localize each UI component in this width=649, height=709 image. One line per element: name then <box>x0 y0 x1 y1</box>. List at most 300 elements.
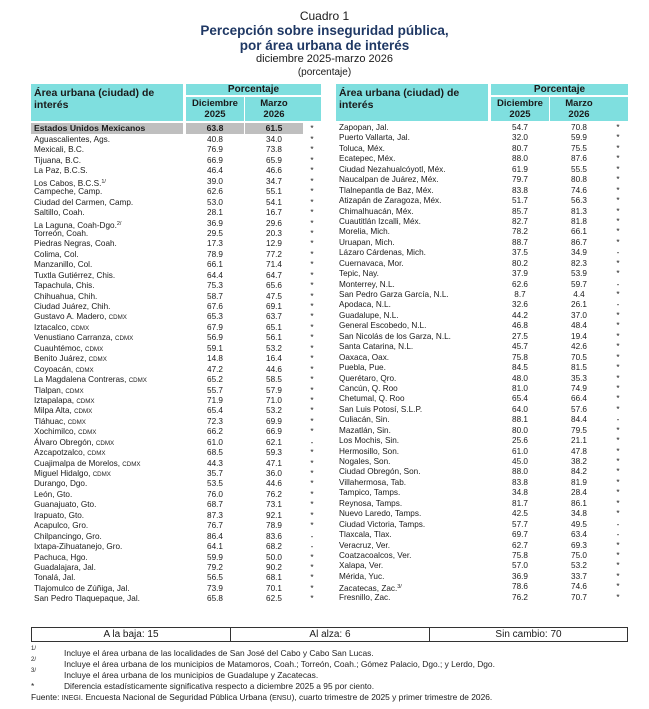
summary-up: Al alza: 6 <box>231 628 430 641</box>
march-value: 42.6 <box>571 342 587 352</box>
march-value: 74.6 <box>571 185 587 195</box>
area-name-text: Xalapa, Ver. <box>339 561 384 571</box>
area-name-text: Cuauhtémoc, <box>34 343 83 353</box>
march-value: 21.1 <box>571 436 587 446</box>
march-value: 4.4 <box>573 290 585 299</box>
area-name <box>339 154 395 164</box>
table-row <box>336 123 628 133</box>
december-value: 64.4 <box>207 270 223 280</box>
significance-mark: * <box>310 583 314 593</box>
area-name-text: Fresnillo, Zac. <box>339 592 391 602</box>
march-value: 69.1 <box>266 302 282 311</box>
table-row <box>336 415 628 425</box>
december-value: 88.0 <box>512 154 528 164</box>
area-name-text: Tampico, Tamps. <box>339 488 401 498</box>
december-value: 65.3 <box>207 312 223 322</box>
march-value: 44.6 <box>266 364 282 374</box>
table-row <box>336 520 628 530</box>
table-row <box>336 572 628 582</box>
table-row <box>31 166 321 176</box>
significance-mark: * <box>310 166 314 176</box>
table-row <box>31 406 321 416</box>
area-name <box>34 511 84 521</box>
march-value: 69.3 <box>571 540 587 550</box>
march-value: 65.1 <box>266 322 282 332</box>
december-value: 72.3 <box>207 416 223 426</box>
area-name <box>34 500 96 510</box>
table-row <box>31 145 321 155</box>
national-dec-value: 63.8 <box>186 123 244 134</box>
area-name <box>34 166 88 176</box>
area-name-text: Morelia, Mich. <box>339 227 390 237</box>
march-value: 55.5 <box>571 164 587 174</box>
significance-mark: * <box>616 164 620 174</box>
source-note: Fuente: INEGI. Encuesta Nacional de Seguridad Pública Urbana (ENSU), cuarto trimestre de 2025 y primer trimestre de 2026. <box>31 692 493 702</box>
area-name <box>339 207 414 217</box>
significance-mark: * <box>616 363 620 373</box>
march-value: 57.9 <box>266 385 282 395</box>
march-value: 28.4 <box>571 488 587 498</box>
table-row <box>336 196 628 206</box>
december-value: 51.7 <box>512 196 528 206</box>
area-name <box>34 584 130 594</box>
area-name-text: Uruapan, Mich. <box>339 237 395 247</box>
significance-mark: * <box>310 406 314 416</box>
table-row <box>31 323 321 333</box>
march-value: 81.5 <box>571 363 587 373</box>
area-name-text: Tijuana, B.C. <box>34 155 82 165</box>
march-value: 83.6 <box>266 531 282 541</box>
table-row <box>31 553 321 563</box>
march-value: 62.1 <box>266 437 282 447</box>
december-value: 39.0 <box>207 176 223 186</box>
area-name-text: San Luis Potosí, S.L.P. <box>339 404 423 414</box>
area-name-text: Saltillo, Coah. <box>34 208 85 218</box>
significance-mark: * <box>310 416 314 426</box>
area-name-text: Torreón, Coah. <box>34 228 89 238</box>
area-name-suffix: CDMX <box>87 450 106 458</box>
december-value: 83.8 <box>512 185 528 195</box>
table-row <box>31 459 321 469</box>
march-value: 29.6 <box>266 218 282 228</box>
december-value: 79.7 <box>512 175 528 185</box>
area-name-text: Nuevo Laredo, Tamps. <box>339 509 422 519</box>
area-name <box>34 239 117 249</box>
significance-mark: * <box>616 196 620 206</box>
column-header-march: Marzo 2026 <box>550 97 608 121</box>
area-name-text: Chihuahua, Chih. <box>34 291 98 301</box>
area-name-suffix: CDMX <box>108 314 127 322</box>
significance-mark: * <box>310 594 314 604</box>
table-row <box>336 300 628 310</box>
significance-mark: * <box>310 197 314 207</box>
december-value: 42.5 <box>512 509 528 519</box>
area-name <box>339 311 399 321</box>
area-name <box>34 553 88 563</box>
area-name-suffix: CDMX <box>84 345 104 353</box>
area-name-suffix: CDMX <box>92 471 111 478</box>
table-row <box>336 342 628 352</box>
table-row <box>336 530 628 540</box>
significance-mark: - <box>616 530 620 540</box>
significance-mark: * <box>616 404 620 414</box>
significance-mark: * <box>616 498 620 508</box>
december-value: 29.5 <box>207 228 223 238</box>
table-row <box>31 375 321 385</box>
significance-mark: * <box>616 352 620 362</box>
area-name <box>339 269 379 279</box>
significance-mark: * <box>310 375 314 385</box>
area-name <box>339 436 399 446</box>
significance-mark: * <box>616 321 620 331</box>
left-table-header <box>31 84 321 121</box>
area-name <box>339 457 390 467</box>
table-row <box>31 365 321 375</box>
column-header-march: Marzo 2026 <box>245 97 303 121</box>
area-name-suffix: CDMX <box>75 366 94 374</box>
table-row <box>336 144 628 154</box>
area-name-text: Apodaca, N.L. <box>339 300 391 310</box>
area-name <box>339 374 396 384</box>
area-name-text: Los Cabos, B.C.S. <box>34 178 102 188</box>
table-row <box>31 573 321 583</box>
december-value: 83.8 <box>512 477 528 487</box>
december-value: 25.6 <box>512 436 528 446</box>
december-value: 56.5 <box>207 573 223 583</box>
december-value: 76.2 <box>512 592 528 602</box>
area-name-text: Ciudad Victoria, Tamps. <box>339 519 426 529</box>
march-value: 70.1 <box>266 583 282 593</box>
december-value: 62.7 <box>512 540 528 550</box>
significance-mark: * <box>616 394 620 404</box>
area-name-text: San Pedro Tlaquepaque, Jal. <box>34 594 140 604</box>
area-name <box>339 478 406 488</box>
area-name <box>339 217 421 227</box>
december-value: 40.8 <box>207 135 223 144</box>
area-name-suffix: CDMX <box>76 397 95 405</box>
significance-mark: * <box>616 425 620 435</box>
area-name-text: Mérida, Yuc. <box>339 571 385 581</box>
march-value: 70.8 <box>571 123 587 132</box>
december-value: 34.8 <box>512 488 528 498</box>
significance-mark: * <box>616 571 620 581</box>
table-row <box>31 135 321 145</box>
march-value: 68.1 <box>266 573 282 583</box>
table-row <box>336 541 628 551</box>
december-value: 54.7 <box>512 123 528 132</box>
march-value: 74.9 <box>571 383 587 393</box>
area-name <box>339 321 426 331</box>
march-value: 55.1 <box>266 187 282 197</box>
december-value: 45.0 <box>512 457 528 466</box>
table-row <box>336 509 628 519</box>
march-value: 47.8 <box>571 446 587 456</box>
march-value: 48.4 <box>571 321 587 331</box>
december-value: 59.9 <box>207 552 223 562</box>
significance-mark: * <box>310 322 314 332</box>
area-name <box>339 415 390 425</box>
table-row <box>336 447 628 457</box>
area-name-text: Coatzacoalcos, Ver. <box>339 550 412 560</box>
december-value: 37.9 <box>512 269 528 279</box>
table-row <box>31 448 321 458</box>
significance-mark: * <box>310 395 314 405</box>
significance-mark: * <box>616 561 620 571</box>
significance-mark: * <box>616 342 620 352</box>
december-value: 64.1 <box>207 542 223 552</box>
march-value: 56.3 <box>571 196 587 206</box>
area-name-suffix: CDMX <box>122 460 141 468</box>
significance-mark: * <box>616 269 620 279</box>
area-name-text: León, Gto. <box>34 489 73 499</box>
table-row <box>31 563 321 573</box>
march-value: 59.9 <box>571 133 587 143</box>
table-row <box>336 467 628 477</box>
significance-mark: * <box>616 509 620 519</box>
march-value: 34.7 <box>266 176 282 186</box>
area-name <box>34 521 88 531</box>
march-value: 53.2 <box>266 406 282 416</box>
march-value: 74.6 <box>571 582 587 592</box>
significance-mark: * <box>310 228 314 238</box>
column-header-percent: Porcentaje <box>186 84 321 96</box>
area-name-text: Colima, Col. <box>34 249 79 259</box>
area-name-text: Coyoacán, <box>34 364 74 374</box>
significance-mark: * <box>616 123 620 132</box>
table-title-line1: Percepción sobre inseguridad pública, <box>200 23 449 38</box>
area-name <box>339 561 383 571</box>
table-row <box>31 177 321 187</box>
december-value: 66.1 <box>207 260 223 270</box>
march-value: 59.7 <box>571 279 587 289</box>
march-value: 59.3 <box>266 448 282 458</box>
table-row <box>336 269 628 279</box>
december-value: 37.5 <box>512 248 528 258</box>
march-value: 50.0 <box>266 552 282 562</box>
significance-mark: * <box>616 310 620 320</box>
area-name <box>34 208 85 218</box>
area-name <box>34 198 133 208</box>
march-value: 62.5 <box>266 594 282 604</box>
area-name-text: Manzanillo, Col. <box>34 260 93 270</box>
area-name <box>339 290 449 300</box>
significance-mark: * <box>310 187 314 197</box>
area-name-text: Cuernavaca, Mor. <box>339 258 404 268</box>
significance-mark: * <box>310 249 314 259</box>
area-name <box>339 196 441 206</box>
table-row <box>31 542 321 552</box>
december-value: 59.1 <box>207 343 223 353</box>
area-name <box>339 593 390 603</box>
march-value: 81.8 <box>571 216 587 226</box>
area-name <box>34 250 79 260</box>
table-row <box>336 207 628 217</box>
significance-mark: - <box>310 437 314 447</box>
area-name-text: Cuajimalpa de Morelos, <box>34 458 121 468</box>
december-value: 86.4 <box>207 531 223 541</box>
significance-mark: * <box>616 550 620 560</box>
area-name <box>339 133 410 143</box>
area-name-suffix: CDMX <box>65 387 84 395</box>
significance-mark: * <box>616 457 620 466</box>
december-value: 61.0 <box>512 446 528 456</box>
area-name-suffix: CDMX <box>88 356 107 364</box>
area-name-text: Atizapán de Zaragoza, Méx. <box>339 196 442 206</box>
significance-mark: * <box>310 364 314 374</box>
area-name-text: Hermosillo, Son. <box>339 446 400 456</box>
march-value: 75.0 <box>571 550 587 560</box>
area-name <box>339 248 426 258</box>
table-row <box>336 227 628 237</box>
area-name-text: Azcapotzalco, <box>34 448 85 458</box>
significance-mark: * <box>310 145 314 155</box>
significance-mark: * <box>616 185 620 195</box>
area-name-suffix: CDMX <box>70 324 90 332</box>
significance-mark: * <box>616 227 620 237</box>
significance-mark: * <box>310 510 314 520</box>
december-value: 78.6 <box>512 582 528 592</box>
december-value: 85.7 <box>512 206 528 216</box>
significance-mark: * <box>616 383 620 393</box>
area-name-text: Ciudad Obregón, Son. <box>339 467 421 477</box>
area-name-text: Irapuato, Gto. <box>34 510 85 520</box>
table-row <box>336 384 628 394</box>
significance-mark: * <box>616 582 620 592</box>
march-value: 44.6 <box>266 479 282 489</box>
table-row <box>336 457 628 467</box>
march-value: 37.0 <box>571 310 587 320</box>
december-value: 82.7 <box>512 216 528 226</box>
area-name-text: Guanajuato, Gto. <box>34 500 97 510</box>
significance-mark: * <box>310 135 314 144</box>
table-row <box>31 156 321 166</box>
significance-mark: * <box>310 521 314 531</box>
area-name-text: Tlaxcala, Tlax. <box>339 530 392 540</box>
significance-mark: * <box>310 176 314 186</box>
national-mar-value: 61.5 <box>245 123 303 134</box>
december-value: 65.8 <box>207 594 223 604</box>
area-name-text: Tapachula, Chis. <box>34 281 95 291</box>
footnote-ref: 1/ <box>101 178 106 185</box>
table-row <box>31 521 321 531</box>
area-name <box>339 541 390 551</box>
table-row <box>336 363 628 373</box>
significance-mark: * <box>310 458 314 468</box>
area-name <box>339 447 399 457</box>
december-value: 55.7 <box>207 385 223 395</box>
significance-mark: * <box>310 489 314 499</box>
significance-mark: * <box>616 206 620 216</box>
area-name-text: Cancún, Q. Roo <box>339 383 398 393</box>
area-name-text: Piedras Negras, Coah. <box>34 239 117 249</box>
march-value: 90.2 <box>266 562 282 572</box>
table-row <box>31 219 321 229</box>
national-row <box>31 123 321 134</box>
area-name-text: Culiacán, Sin. <box>339 415 390 425</box>
march-value: 84.4 <box>571 415 587 425</box>
area-name <box>339 551 411 561</box>
area-name <box>339 186 434 196</box>
table-row <box>336 248 628 258</box>
table-row <box>336 290 628 300</box>
march-value: 73.1 <box>266 500 282 510</box>
area-name <box>34 135 110 145</box>
december-value: 27.5 <box>512 331 528 341</box>
table-row <box>31 511 321 521</box>
march-value: 47.5 <box>266 291 282 301</box>
table-row <box>31 312 321 322</box>
area-name-text: Gustavo A. Madero, <box>34 312 107 322</box>
area-name-suffix: CDMX <box>78 429 97 437</box>
significance-mark: - <box>310 542 314 552</box>
table-row <box>31 281 321 291</box>
march-value: 84.2 <box>571 467 587 477</box>
table-row <box>336 426 628 436</box>
significance-mark: * <box>616 477 620 487</box>
march-value: 78.9 <box>266 521 282 531</box>
december-value: 32.0 <box>512 133 528 143</box>
area-name-text: Nogales, Son. <box>339 457 391 466</box>
area-name <box>339 123 389 133</box>
area-name-text: Los Mochis, Sin. <box>339 436 400 446</box>
significance-mark: * <box>310 343 314 353</box>
table-row <box>31 198 321 208</box>
table-row <box>31 438 321 448</box>
december-value: 67.6 <box>207 302 223 311</box>
march-value: 86.1 <box>571 498 587 508</box>
area-name <box>339 384 398 394</box>
area-name-text: Villahermosa, Tab. <box>339 477 407 487</box>
table-row <box>31 532 321 542</box>
area-name <box>34 542 122 552</box>
area-name-text: Naucalpan de Juárez, Méx. <box>339 175 439 185</box>
december-value: 53.0 <box>207 197 223 207</box>
march-value: 19.4 <box>571 331 587 341</box>
significance-mark: - <box>616 519 620 529</box>
area-name <box>339 259 404 269</box>
area-name <box>34 563 96 573</box>
table-row <box>31 229 321 239</box>
area-name-text: Santa Catarina, N.L. <box>339 342 414 352</box>
area-name <box>339 238 395 248</box>
march-value: 68.2 <box>266 542 282 552</box>
march-value: 49.5 <box>571 519 587 529</box>
area-name <box>339 405 422 415</box>
december-value: 79.2 <box>207 562 223 572</box>
area-name-text: Cuautitlán Izcalli, Méx. <box>339 216 421 226</box>
significance-mark: * <box>616 488 620 498</box>
summary-down: A la baja: 15 <box>32 628 231 641</box>
right-table-body <box>336 123 628 603</box>
national-significance: * <box>310 124 314 133</box>
column-header-december: Diciembre 2025 <box>491 97 549 121</box>
area-name-text: Tlajomulco de Zúñiga, Jal. <box>34 583 130 593</box>
area-name <box>34 281 95 291</box>
significance-mark: - <box>616 300 620 310</box>
march-value: 57.6 <box>571 404 587 414</box>
area-name-text: Mexicali, B.C. <box>34 145 85 155</box>
march-value: 35.3 <box>571 373 587 383</box>
march-value: 53.2 <box>266 343 282 353</box>
march-value: 81.3 <box>571 206 587 216</box>
table-row <box>336 436 628 446</box>
area-name-suffix: CDMX <box>115 335 134 343</box>
area-name-text: Oaxaca, Oax. <box>339 352 390 362</box>
area-name <box>339 488 400 498</box>
march-value: 53.9 <box>571 269 587 279</box>
area-name <box>339 509 421 519</box>
national-name: Estados Unidos Mexicanos <box>31 123 183 134</box>
